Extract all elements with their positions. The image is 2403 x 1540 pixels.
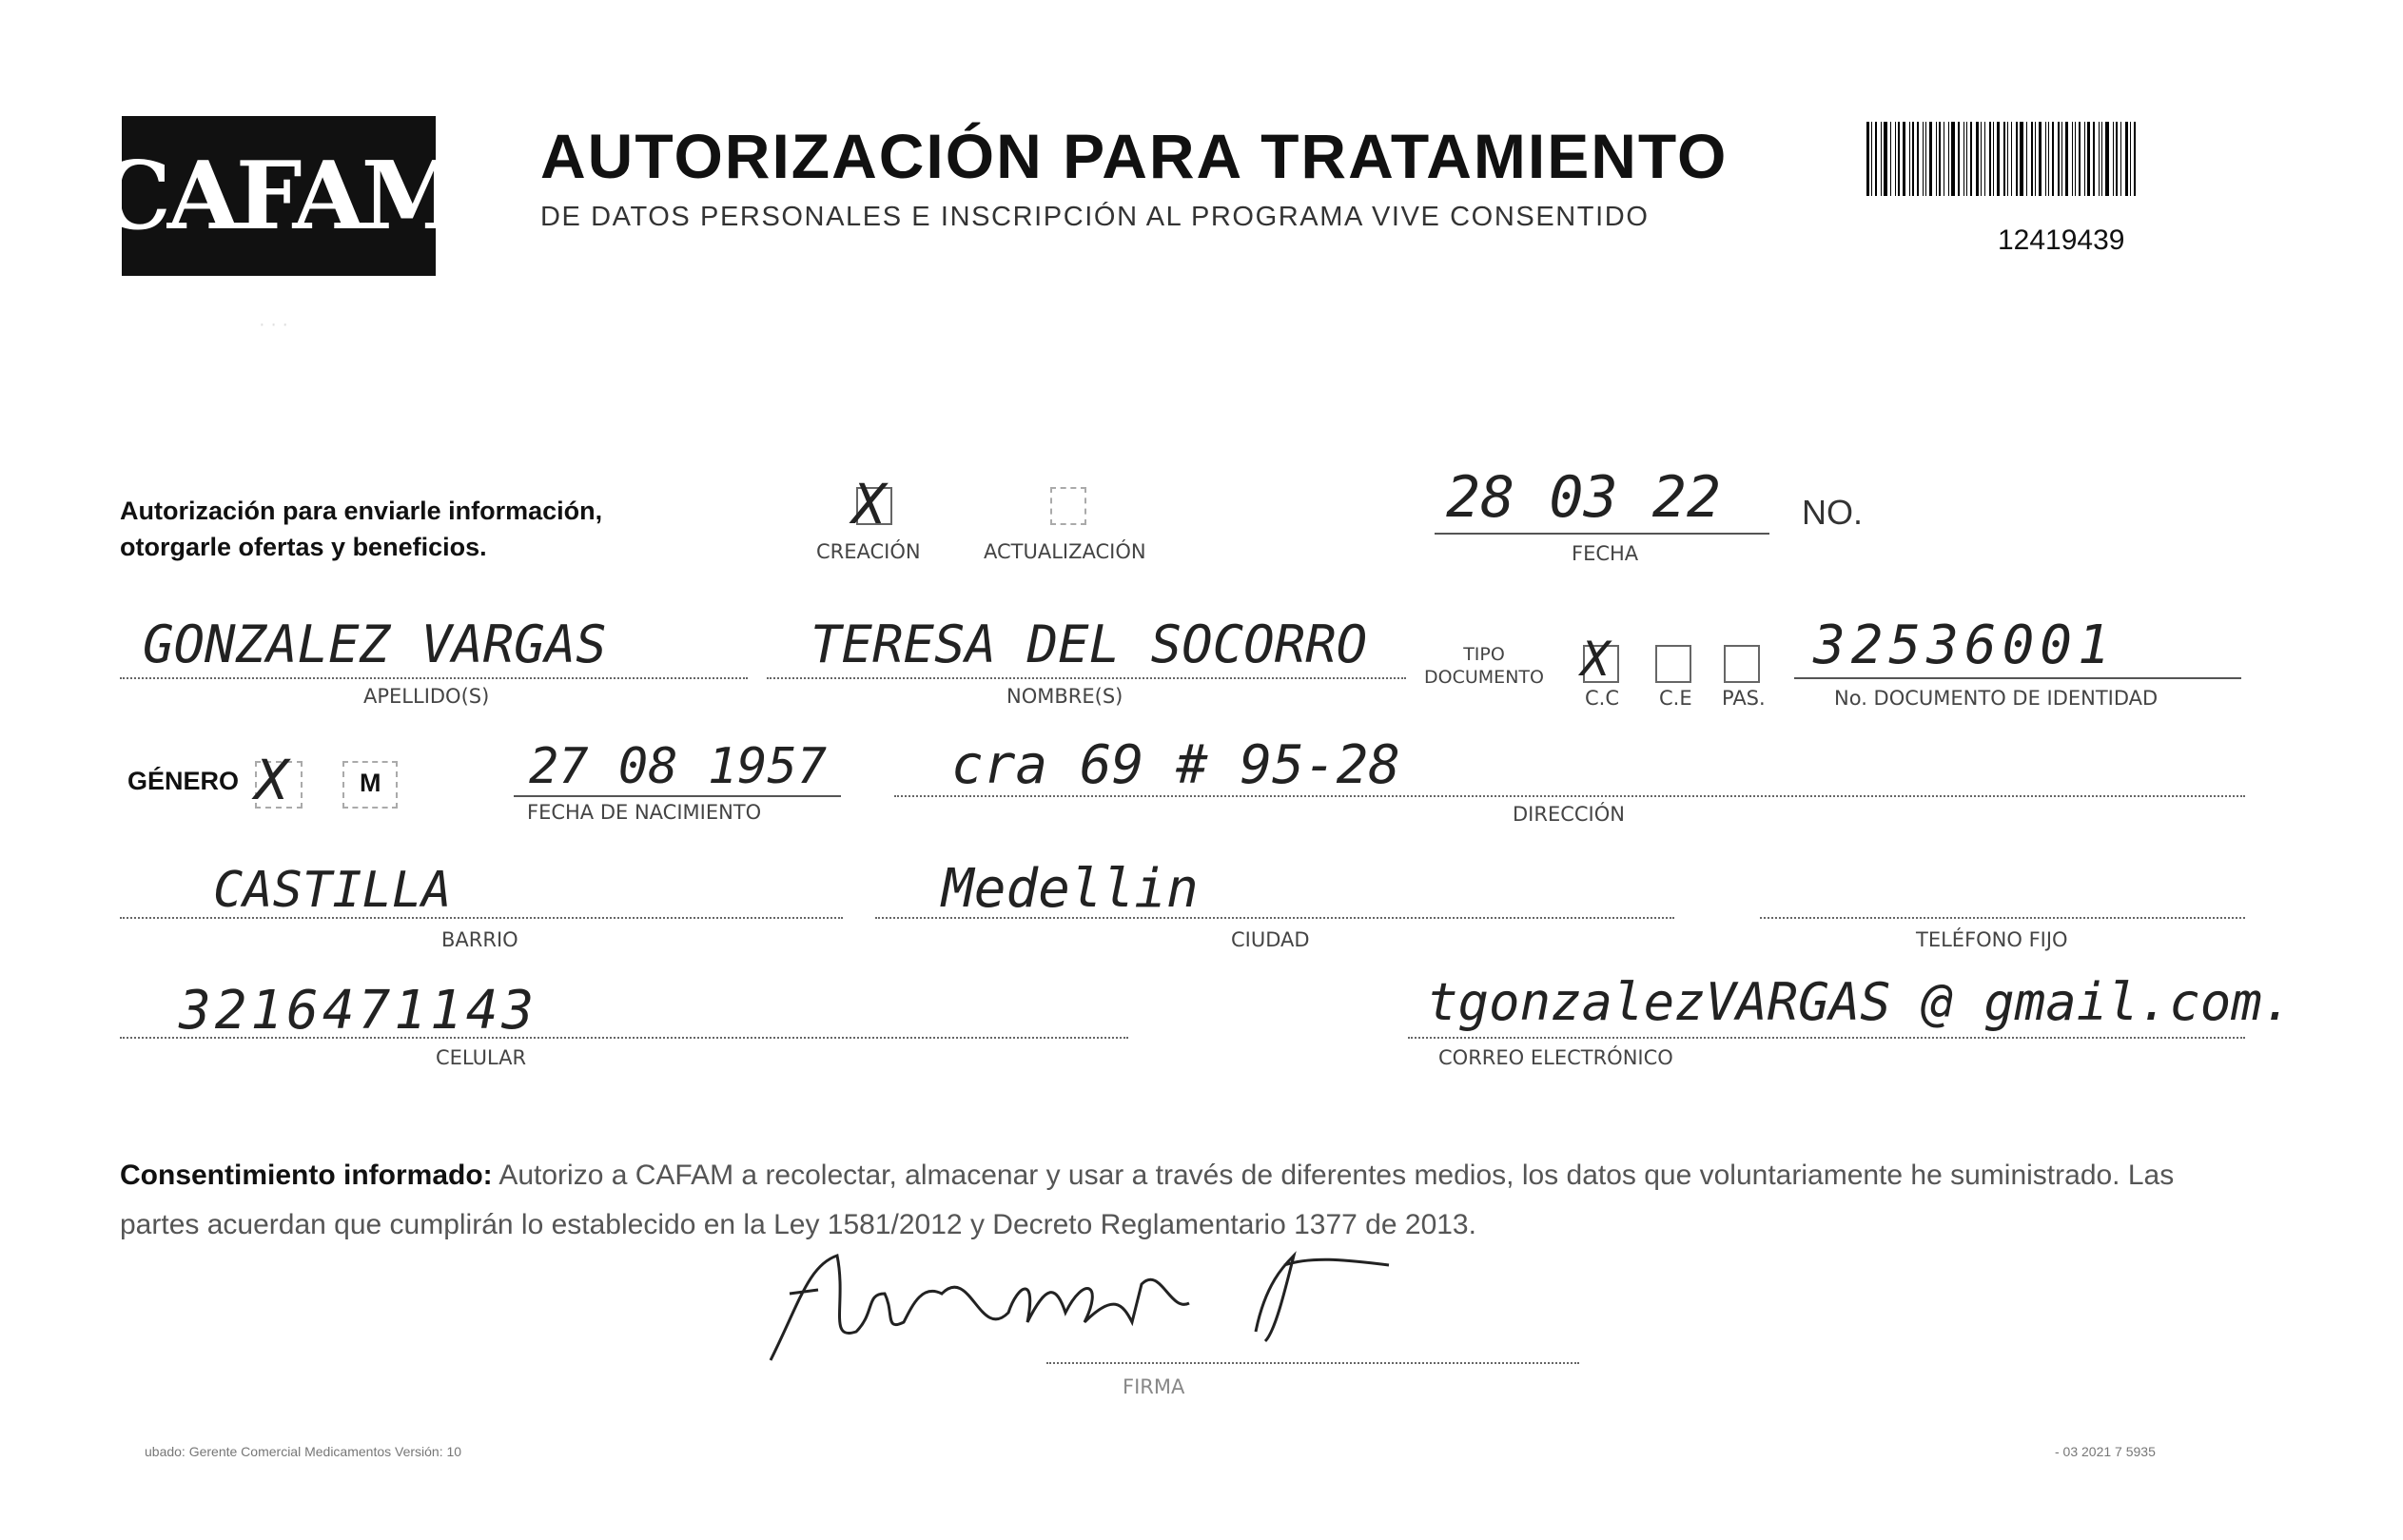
- signature-label: FIRMA: [1123, 1375, 1185, 1398]
- barcode-bar: [1963, 122, 1964, 196]
- barcode-bar: [2105, 122, 2109, 196]
- barcode-bar: [2130, 122, 2131, 196]
- pas-checkbox[interactable]: [1724, 645, 1760, 683]
- barcode-bar: [2101, 122, 2102, 196]
- ce-label: C.E: [1659, 687, 1692, 710]
- barcode-bar: [1895, 122, 1896, 196]
- ciudad-value: Medellin: [942, 858, 1199, 920]
- gender-m-label: M: [360, 769, 381, 797]
- no-label: NO.: [1802, 493, 1864, 532]
- barcode-bar: [1989, 122, 1991, 196]
- barrio-label: BARRIO: [441, 928, 518, 951]
- barcode-bar: [2134, 122, 2136, 196]
- creation-mark: X: [852, 472, 886, 536]
- birth-date-label: FECHA DE NACIMIENTO: [527, 801, 762, 824]
- barcode-bar: [1871, 122, 1872, 196]
- date-value: 28 03 22: [1446, 464, 1721, 531]
- surnames-line: [120, 677, 748, 679]
- barcode-bar: [1966, 122, 1967, 196]
- barcode-bar: [2020, 122, 2023, 196]
- date-label: FECHA: [1572, 542, 1639, 565]
- document-number-label: No. DOCUMENTO DE IDENTIDAD: [1834, 687, 2159, 710]
- email-line: [1408, 1037, 2245, 1039]
- barcode-bar: [1958, 122, 1960, 196]
- barcode-bar: [2079, 122, 2081, 196]
- barcode-bar: [2084, 122, 2085, 196]
- barcode-bar: [2099, 122, 2100, 196]
- barcode-bar: [2072, 122, 2073, 196]
- barcode-bar: [2003, 122, 2005, 196]
- email-value: tgonzalezVARGAS @ gmail.com.: [1427, 972, 2294, 1032]
- document-number: 32536001: [1813, 614, 2116, 676]
- pas-label: PAS.: [1722, 687, 1766, 710]
- barcode: [1866, 122, 2247, 196]
- signature-line: [1046, 1362, 1579, 1364]
- faint-mark: · · ·: [259, 314, 289, 335]
- barcode-bar: [1875, 122, 1877, 196]
- barcode-bar: [2075, 122, 2076, 196]
- barcode-bar: [2045, 122, 2046, 196]
- telefono-label: TELÉFONO FIJO: [1916, 928, 2068, 951]
- barcode-bar: [1929, 122, 1932, 196]
- barcode-bar: [2087, 122, 2090, 196]
- barcode-bar: [1981, 122, 1982, 196]
- barcode-bar: [1951, 122, 1955, 196]
- consent-lead: Consentimiento informado:: [120, 1160, 493, 1191]
- barcode-bar: [2120, 122, 2121, 196]
- barcode-bar: [1866, 122, 1869, 196]
- telefono-line: [1760, 917, 2245, 919]
- barcode-bar: [1884, 122, 1887, 196]
- barcode-bar: [1881, 122, 1882, 196]
- gender-f-mark: X: [255, 748, 288, 812]
- barcode-bar: [2113, 122, 2114, 196]
- barcode-bar: [1925, 122, 1926, 196]
- barcode-bar: [2011, 122, 2012, 196]
- cc-mark: X: [1581, 632, 1611, 687]
- intro-line-1: Autorización para enviarle información,: [120, 497, 603, 525]
- barcode-bar: [2125, 122, 2128, 196]
- surnames-value: GONZALEZ VARGAS: [143, 614, 607, 674]
- barcode-bar: [1993, 122, 1994, 196]
- form-title: AUTORIZACIÓN PARA TRATAMIENTO: [540, 121, 1729, 191]
- barcode-bar: [1936, 122, 1937, 196]
- address-line: [894, 795, 2245, 797]
- consent-text: Autorizo a CAFAM a recolectar, almacenar y usar a través de diferentes medios, los datos que voluntariamente he suministrado. Las partes acuerdan que cumplirán lo establecido en la Ley 1581/2012 y Decreto Reglamentario 1377 de 2013.: [120, 1160, 2175, 1240]
- intro-line-2: otorgarle ofertas y beneficios.: [120, 533, 487, 561]
- barcode-bar: [1939, 122, 1941, 196]
- tipo-documento-label: TIPO DOCUMENTO: [1424, 644, 1544, 688]
- barcode-bar: [2116, 122, 2118, 196]
- barcode-bar: [1909, 122, 1910, 196]
- barrio-line: [120, 917, 843, 919]
- update-checkbox[interactable]: [1050, 487, 1086, 525]
- barcode-bar: [1898, 122, 1900, 196]
- barcode-bar: [2048, 122, 2049, 196]
- ciudad-label: CIUDAD: [1231, 928, 1310, 951]
- cafam-logo: [96, 116, 461, 276]
- birth-line: [514, 795, 841, 797]
- barcode-bar: [1917, 122, 1919, 196]
- address-label: DIRECCIÓN: [1513, 803, 1625, 826]
- celular-line: [120, 1037, 1128, 1039]
- names-value: TERESA DEL SOCORRO: [811, 614, 1368, 674]
- footer-left: ubado: Gerente Comercial Medicamentos Versión: 10: [145, 1444, 462, 1459]
- barcode-bar: [2093, 122, 2095, 196]
- barcode-bar: [1997, 122, 2000, 196]
- form-subtitle: DE DATOS PERSONALES E INSCRIPCIÓN AL PROGRAMA VIVE CONSENTIDO: [540, 202, 1650, 232]
- ce-checkbox[interactable]: [1655, 645, 1691, 683]
- barcode-bar: [2052, 122, 2054, 196]
- barcode-bar: [2061, 122, 2062, 196]
- address-value: cra 69 # 95-28: [951, 734, 1401, 796]
- cc-label: C.C: [1585, 687, 1620, 710]
- barcode-bar: [1948, 122, 1949, 196]
- barcode-bar: [2035, 122, 2036, 196]
- names-line: [767, 677, 1406, 679]
- barcode-bar: [1903, 122, 1905, 196]
- barcode-bar: [1923, 122, 1924, 196]
- barcode-bar: [2026, 122, 2027, 196]
- barcode-bar: [2058, 122, 2060, 196]
- barcode-bar: [1912, 122, 1914, 196]
- birth-date-value: 27 08 1957: [529, 738, 828, 795]
- names-label: NOMBRE(S): [1006, 685, 1123, 708]
- footer-right: - 03 2021 7 5935: [2055, 1444, 2156, 1459]
- barcode-bar: [1970, 122, 1972, 196]
- barcode-bar: [2065, 122, 2068, 196]
- celular-label: CELULAR: [436, 1046, 527, 1069]
- barcode-bar: [2016, 122, 2018, 196]
- barcode-bar: [1890, 122, 1891, 196]
- barcode-bar: [2039, 122, 2042, 196]
- update-label: ACTUALIZACIÓN: [984, 540, 1146, 563]
- signature-drawing: [723, 1227, 1484, 1417]
- creation-label: CREACIÓN: [816, 540, 921, 563]
- barcode-number: 12419439: [1998, 224, 2125, 256]
- date-line: [1435, 533, 1769, 535]
- barcode-bar: [2031, 122, 2033, 196]
- celular-value: 3216471143: [179, 980, 538, 1042]
- gender-label: GÉNERO: [127, 767, 240, 795]
- barcode-bar: [1984, 122, 1985, 196]
- barrio-value: CASTILLA: [213, 862, 452, 919]
- barcode-bar: [1976, 122, 1979, 196]
- logo-text: CAFAM: [96, 141, 461, 251]
- barcode-bar: [2007, 122, 2008, 196]
- ciudad-line: [875, 917, 1674, 919]
- surnames-label: APELLIDO(S): [363, 685, 490, 708]
- email-label: CORREO ELECTRÓNICO: [1438, 1046, 1673, 1069]
- document-line: [1794, 677, 2241, 679]
